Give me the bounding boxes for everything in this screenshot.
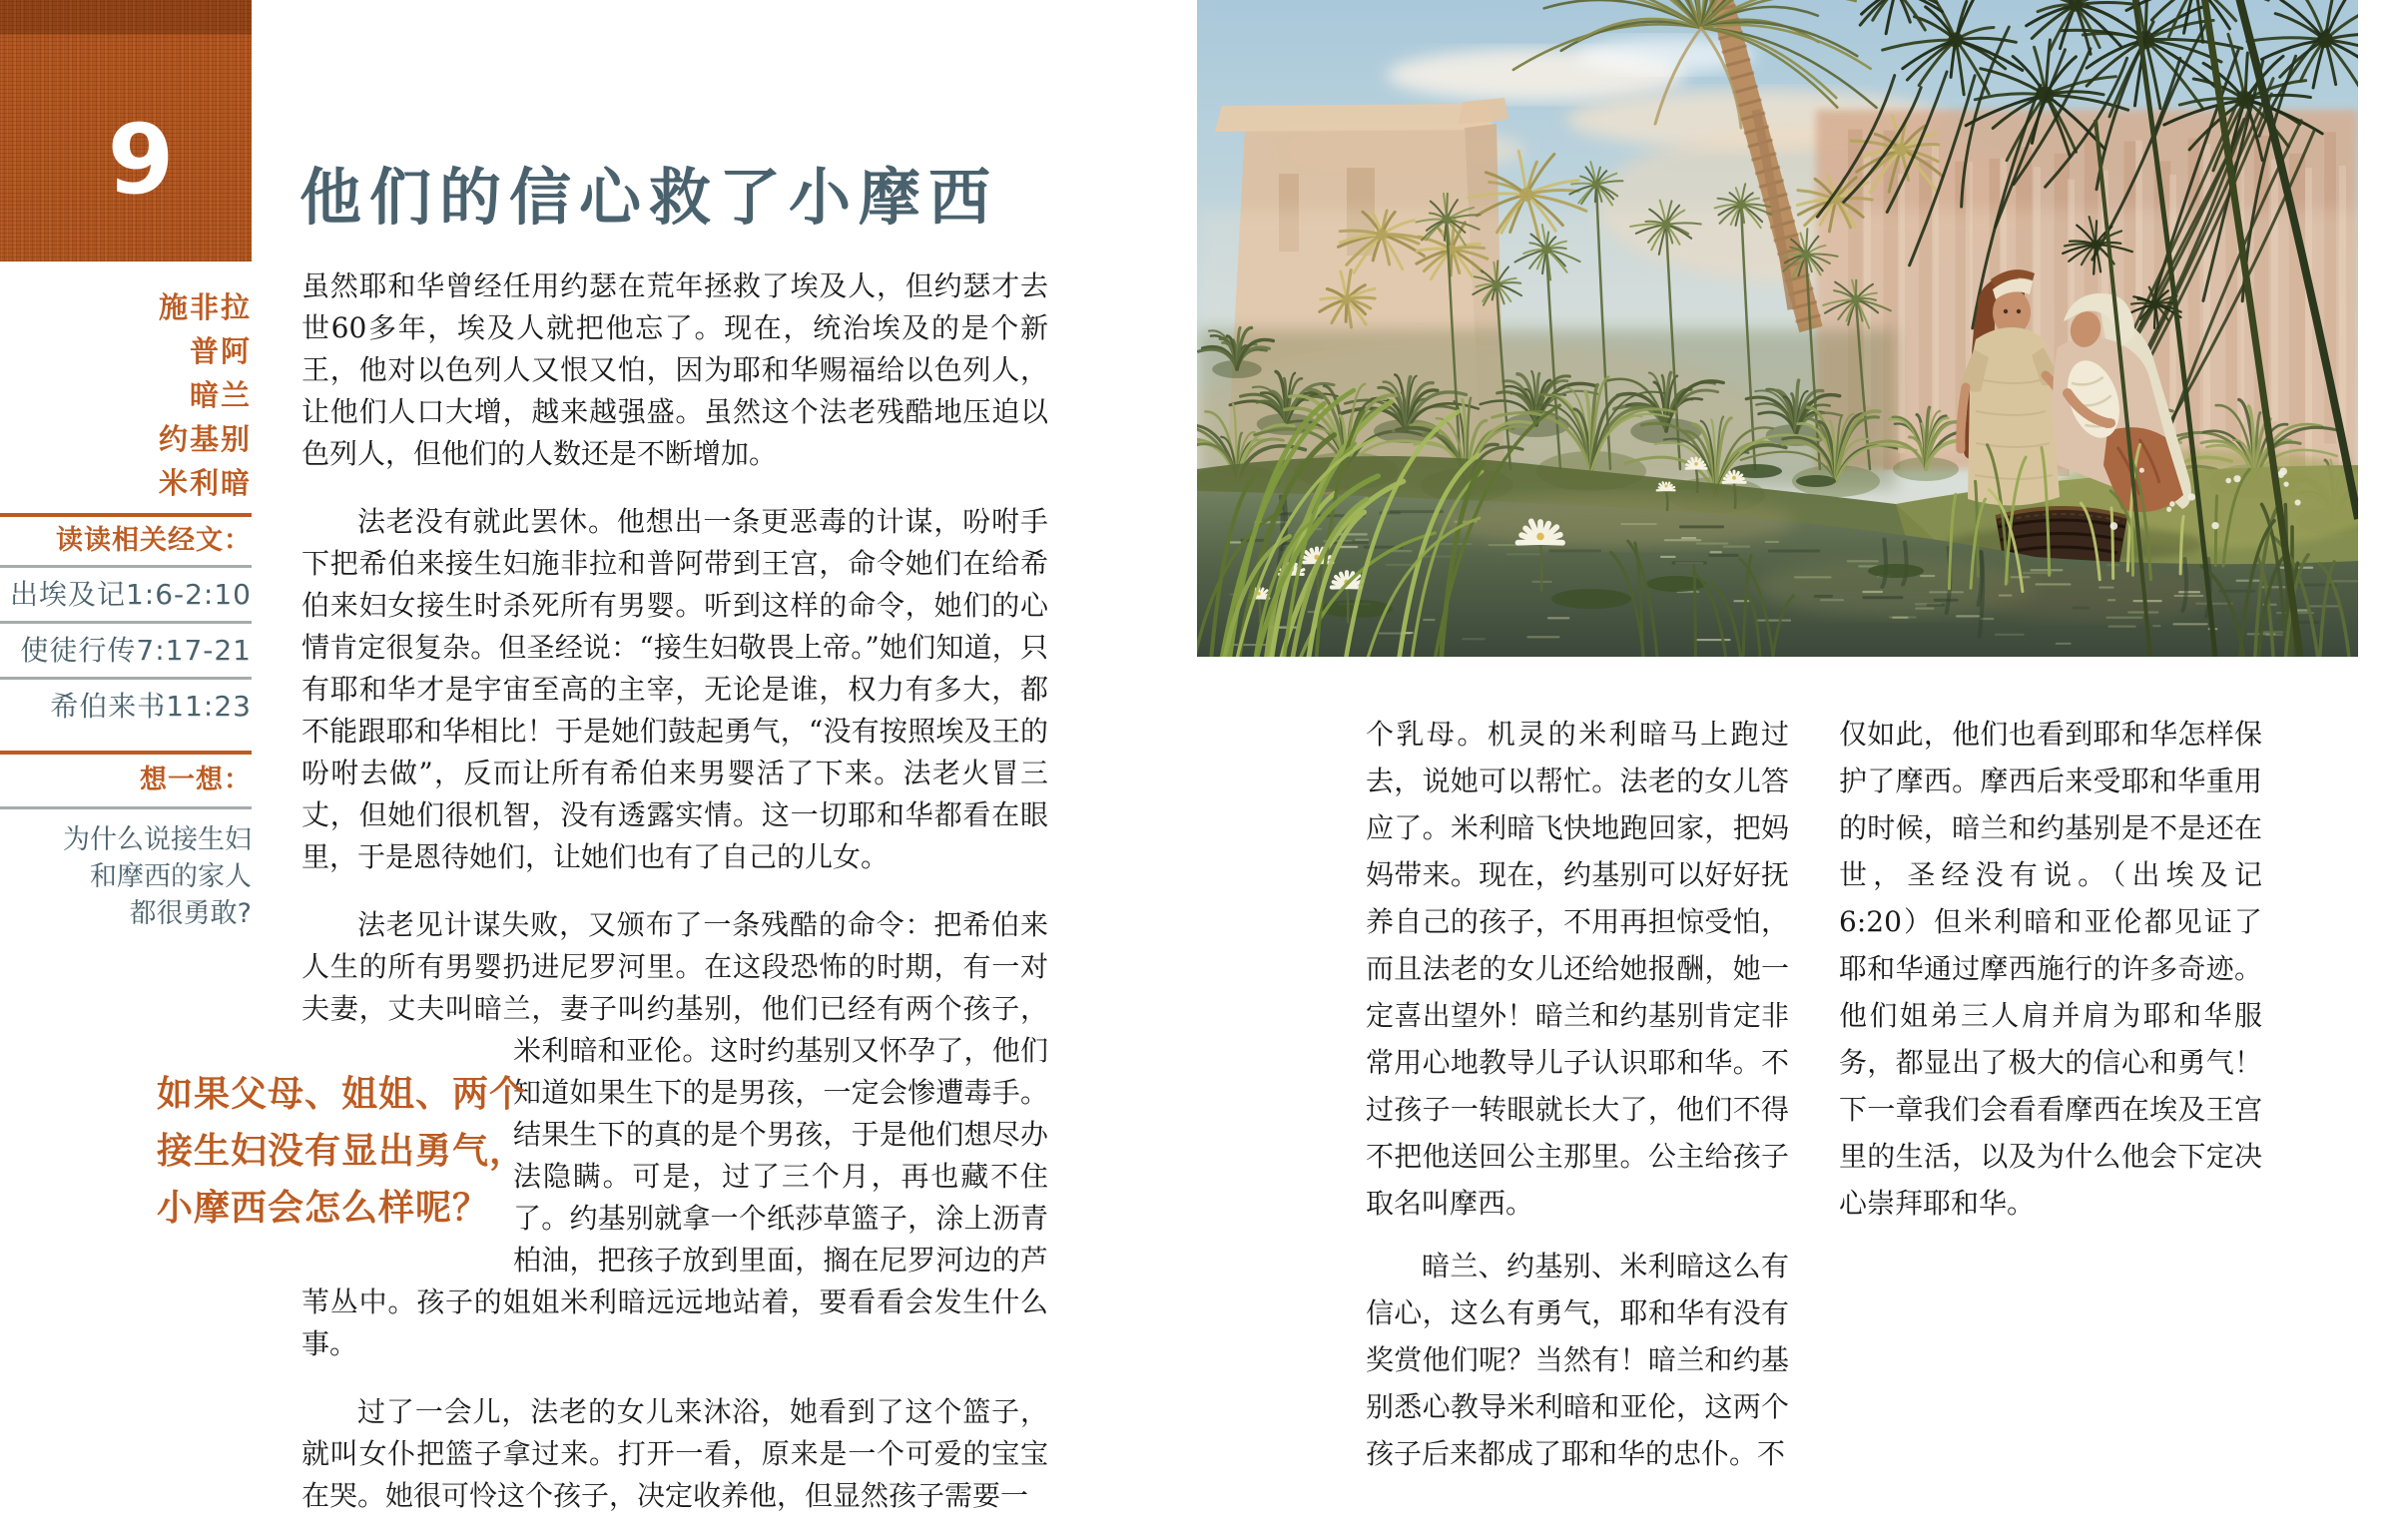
- chapter-number: 9: [107, 104, 175, 216]
- character-name: 约基别: [158, 422, 252, 456]
- scripture-reference: 使徒行传7:17-21: [20, 634, 252, 667]
- article-column-3: [1839, 711, 2262, 1227]
- paragraph: 虽然耶和华曾经任用约瑟在荒年拯救了埃及人，但约瑟才去世60多年，埃及人就把他忘了。现在，统治埃及的是个新王，他对以色列人又恨又怕，因为耶和华赐福给以色列人，让他们人口大增，越来越强盛。虽然这个法老残酷地压迫以色列人，但他们的人数还是不断增加。: [301, 269, 1048, 470]
- question-line: 和摩西的家人: [90, 861, 252, 892]
- paragraph: 仅如此，他们也看到耶和华怎样保护了摩西。摩西后来受耶和华重用的时候，暗兰和约基别是不是还在世，圣经没有说。（出埃及记6:20）但米利暗和亚伦都见证了耶和华通过摩西施行的许多奇迹。他们姐弟三人肩并肩为耶和华服务，都显出了极大的信心和勇气！下一章我们会看看摩西在埃及王宫里的生活，以及为什么他会下定决心崇拜耶和华。: [1839, 718, 2262, 1220]
- character-names-list: [0, 285, 252, 505]
- pull-quote-line: 小摩西会怎么样呢？: [157, 1188, 490, 1229]
- paragraph: 个乳母。机灵的米利暗马上跑过去，说她可以帮忙。法老的女儿答应了。米利暗飞快地跑回家，把妈妈带来。现在，约基别可以好好抚养自己的孩子，不用再担惊受怕，而且法老的女儿还给她报酬，她一定喜出望外！暗兰和约基别肯定非常用心地教导儿子认识耶和华。不过孩子一转眼就长大了，他们不得不把他送回公主那里。公主给孩子取名叫摩西。: [1366, 718, 1789, 1220]
- paragraph: 法老没有就此罢休。他想出一条更恶毒的计谋，吩咐手下把希伯来接生妇施非拉和普阿带到王宫，命令她们在给希伯来妇女接生时杀死所有男婴。听到这样的命令，她们的心情肯定很复杂。但圣经说：“接生妇敬畏上帝。”她们知道，只有耶和华才是宇宙至高的主宰，无论是谁，权力有多大，都不能跟耶和华相比！于是她们鼓起勇气，“没有按照埃及王的吩咐去做”，反而让所有希伯来男婴活了下来。法老火冒三丈，但她们很机智，没有透露实情。这一切耶和华都看在眼里，于是恩待她们，让她们也有了自己的儿女。: [301, 505, 1048, 873]
- pull-quote: [157, 1066, 526, 1237]
- article-column-2: [1366, 711, 1789, 1477]
- scripture-reference: 出埃及记1:6-2:10: [9, 578, 252, 611]
- chapter-title: 他们的信心救了小摩西: [300, 161, 999, 234]
- question-line: 为什么说接生妇: [63, 824, 252, 855]
- paragraph: 暗兰、约基别、米利暗这么有信心，这么有勇气，耶和华有没有奖赏他们呢？当然有！暗兰和约基别悉心教导米利暗和亚伦，这两个孩子后来都成了耶和华的忠仆。不: [1366, 1250, 1789, 1470]
- article-column-1: [301, 265, 1048, 1517]
- think-label: 想一想：: [140, 765, 252, 795]
- nile-riverbank-painting: [1197, 0, 2358, 657]
- think-question: [0, 821, 252, 932]
- pull-quote-line: 如果父母、姐姐、两个: [157, 1074, 527, 1115]
- character-name: 米利暗: [158, 466, 252, 500]
- character-name: 施非拉: [158, 290, 252, 324]
- pull-quote-line: 接生妇没有显出勇气，: [157, 1131, 527, 1172]
- paragraph: 过了一会儿，法老的女儿来沐浴，她看到了这个篮子，就叫女仆把篮子拿过来。打开一看，原来是一个可爱的宝宝在哭。她很可怜这个孩子，决定收养他，但显然孩子需要一: [301, 1395, 1048, 1512]
- character-name: 普阿: [189, 334, 252, 368]
- scripture-reference: 希伯来书11:23: [50, 690, 252, 723]
- divider: [0, 806, 252, 809]
- paragraph-text: 法老见计谋失败，又颁布了一条残酷的命令：把希伯来人生的所有男婴扔进尼罗河里。在这段恐怖的时期，有一对夫妻，丈夫叫暗兰，妻子叫约基别，他们已经有两个孩子，米利暗和亚伦。这时约基别又怀孕了，他们知道如果生下的是男孩，一定会惨遭毒手。结果生下的真的是个男孩，于是他们想尽办法隐瞒。可是，过了三个月，再也藏不住了。约基别就拿一个纸莎草篮子，涂上沥青柏油，把孩子放到里面，搁在尼罗河边的芦苇丛中。孩子的姐姐米利暗远远地站着，要看看会发生什么事。: [301, 908, 1048, 1360]
- chapter-number-block: [0, 0, 252, 261]
- illustration-moses-in-basket-scene: [1197, 0, 2358, 657]
- chapter-sidebar: [0, 0, 252, 932]
- question-line: 都很勇敢?: [129, 898, 252, 929]
- character-name: 暗兰: [189, 378, 252, 412]
- read-scriptures-label: 读读相关经文：: [56, 525, 252, 556]
